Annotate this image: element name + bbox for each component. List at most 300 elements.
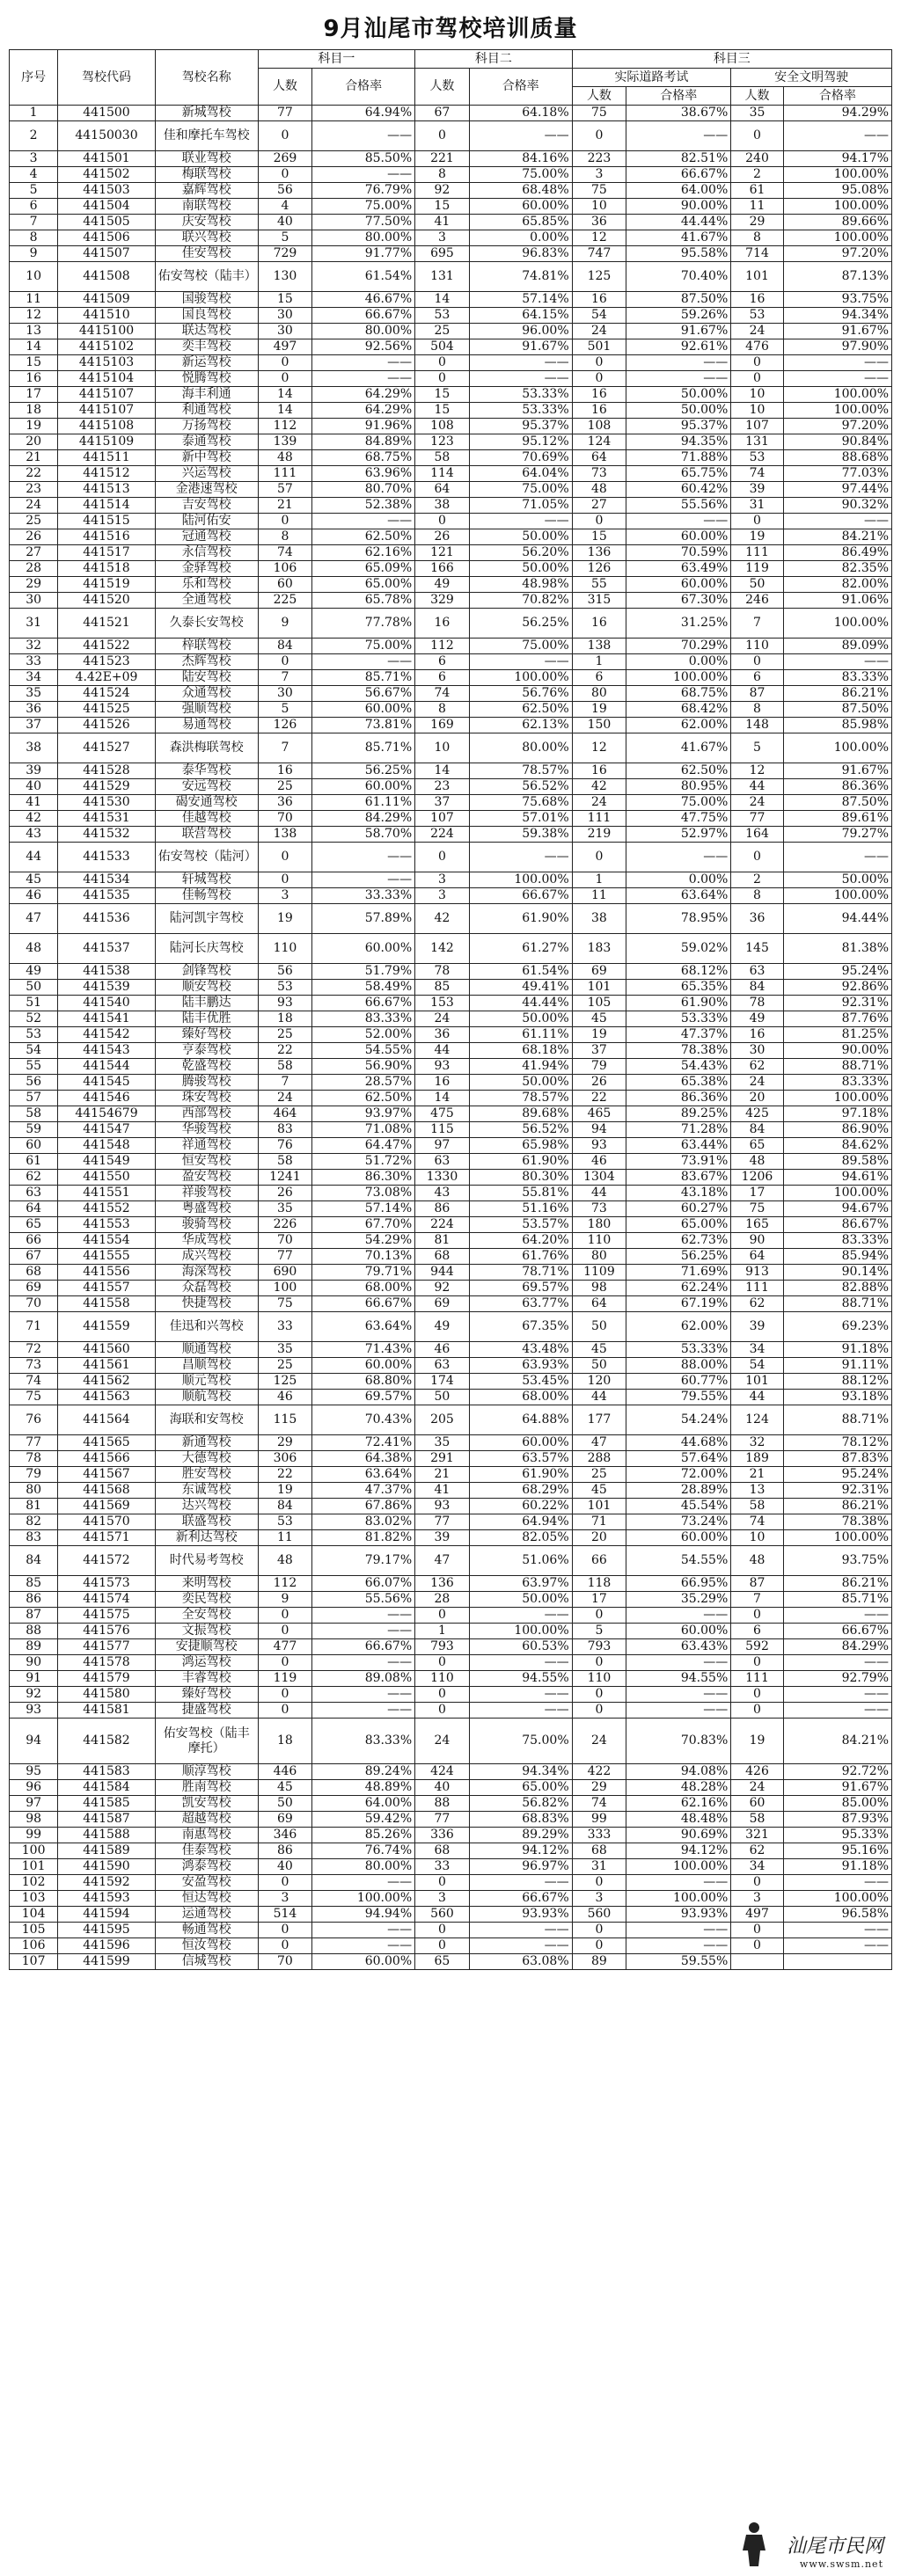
cell-code: 441582 <box>58 1719 156 1764</box>
cell-name: 奕民驾校 <box>155 1592 258 1608</box>
cell-code: 441553 <box>58 1217 156 1233</box>
cell-s1-count: 15 <box>258 292 312 308</box>
cell-road-count: 73 <box>572 466 626 482</box>
cell-safe-count: 164 <box>731 827 784 843</box>
cell-name: 信城驾校 <box>155 1954 258 1970</box>
cell-road-count: 36 <box>572 215 626 230</box>
cell-s2-count: 14 <box>415 292 470 308</box>
cell-road-count: 74 <box>572 1796 626 1812</box>
table-row <box>10 529 892 545</box>
cell-safe-rate: 86.90% <box>783 1122 891 1138</box>
cell-s1-count: 3 <box>258 888 312 904</box>
cell-road-count: 3 <box>572 1891 626 1907</box>
cell-s2-rate: 44.44% <box>469 996 572 1011</box>
cell-safe-count: 497 <box>731 1907 784 1923</box>
cell-road-count: 12 <box>572 733 626 763</box>
table-row <box>10 670 892 686</box>
cell-safe-rate: 94.29% <box>783 106 891 121</box>
cell-s1-count: 30 <box>258 324 312 339</box>
cell-s2-rate: 68.00% <box>469 1390 572 1405</box>
cell-safe-count: 62 <box>731 1843 784 1859</box>
cell-s2-count: 169 <box>415 718 470 733</box>
cell-s1-rate: —— <box>312 654 415 670</box>
cell-s1-count: 0 <box>258 1624 312 1639</box>
cell-s2-count: 10 <box>415 733 470 763</box>
cell-s1-rate: 75.00% <box>312 199 415 215</box>
table-row <box>10 1703 892 1719</box>
cell-s1-count: 306 <box>258 1451 312 1467</box>
cell-road-count: 47 <box>572 1435 626 1451</box>
cell-s1-rate: —— <box>312 1923 415 1938</box>
cell-name: 达兴驾校 <box>155 1499 258 1514</box>
table-row <box>10 1812 892 1828</box>
table-row <box>10 561 892 577</box>
cell-s1-count: 22 <box>258 1043 312 1059</box>
cell-road-count: 120 <box>572 1374 626 1390</box>
cell-road-rate: 90.69% <box>626 1828 731 1843</box>
cell-name: 永信驾校 <box>155 545 258 561</box>
cell-road-rate: 92.61% <box>626 339 731 355</box>
cell-road-count: 42 <box>572 779 626 795</box>
cell-road-count: 79 <box>572 1059 626 1075</box>
cell-safe-count: 3 <box>731 1891 784 1907</box>
cell-s2-count: 44 <box>415 1043 470 1059</box>
cell-road-count: 126 <box>572 561 626 577</box>
cell-s2-count: 221 <box>415 151 470 167</box>
cell-code: 441570 <box>58 1514 156 1530</box>
cell-s1-rate: 64.29% <box>312 403 415 419</box>
cell-name: 吉安驾校 <box>155 498 258 514</box>
cell-seq: 31 <box>10 609 58 639</box>
cell-s2-count: 16 <box>415 609 470 639</box>
cell-name: 森洪梅联驾校 <box>155 733 258 763</box>
cell-road-rate: 63.64% <box>626 888 731 904</box>
cell-code: 441507 <box>58 246 156 262</box>
cell-safe-count: 714 <box>731 246 784 262</box>
cell-code: 441578 <box>58 1655 156 1671</box>
cell-safe-rate: 91.67% <box>783 1780 891 1796</box>
cell-code: 441504 <box>58 199 156 215</box>
table-row <box>10 934 892 964</box>
cell-s1-count: 14 <box>258 387 312 403</box>
cell-seq: 85 <box>10 1576 58 1592</box>
cell-s2-rate: 61.76% <box>469 1249 572 1265</box>
cell-road-count: 136 <box>572 545 626 561</box>
cell-code: 4415103 <box>58 355 156 371</box>
cell-road-rate: 72.00% <box>626 1467 731 1483</box>
cell-safe-count <box>731 1954 784 1970</box>
cell-s1-count: 514 <box>258 1907 312 1923</box>
cell-safe-rate: 100.00% <box>783 1530 891 1546</box>
cell-s2-count: 136 <box>415 1576 470 1592</box>
cell-s2-count: 15 <box>415 199 470 215</box>
cell-safe-rate: —— <box>783 1938 891 1954</box>
cell-name: 佑安驾校（陆丰） <box>155 262 258 292</box>
cell-road-rate: —— <box>626 514 731 529</box>
cell-road-count: 0 <box>572 1703 626 1719</box>
cell-safe-count: 36 <box>731 904 784 934</box>
cell-s1-rate: 73.08% <box>312 1186 415 1201</box>
cell-s2-rate: 56.82% <box>469 1796 572 1812</box>
cell-name: 东诚驾校 <box>155 1483 258 1499</box>
cell-road-rate: 60.00% <box>626 1530 731 1546</box>
cell-s1-count: 119 <box>258 1671 312 1687</box>
cell-road-rate: 28.89% <box>626 1483 731 1499</box>
cell-safe-rate: 86.21% <box>783 1499 891 1514</box>
cell-s1-rate: 57.14% <box>312 1201 415 1217</box>
cell-safe-count: 62 <box>731 1059 784 1075</box>
cell-road-count: 111 <box>572 811 626 827</box>
cell-road-count: 1304 <box>572 1170 626 1186</box>
cell-s2-count: 23 <box>415 779 470 795</box>
cell-road-count: 560 <box>572 1907 626 1923</box>
cell-s1-rate: 76.74% <box>312 1843 415 1859</box>
cell-code: 441555 <box>58 1249 156 1265</box>
cell-s1-rate: —— <box>312 872 415 888</box>
cell-s2-rate: 64.18% <box>469 106 572 121</box>
table-row <box>10 1390 892 1405</box>
cell-seq: 51 <box>10 996 58 1011</box>
cell-s1-count: 111 <box>258 466 312 482</box>
cell-safe-count: 111 <box>731 1281 784 1296</box>
cell-safe-rate: 95.16% <box>783 1843 891 1859</box>
cell-safe-rate: 97.44% <box>783 482 891 498</box>
cell-name: 陆河长庆驾校 <box>155 934 258 964</box>
cell-seq: 1 <box>10 106 58 121</box>
cell-seq: 58 <box>10 1106 58 1122</box>
cell-s2-count: 69 <box>415 1296 470 1312</box>
cell-name: 南惠驾校 <box>155 1828 258 1843</box>
cell-s1-rate: 60.00% <box>312 702 415 718</box>
cell-road-rate: 60.00% <box>626 577 731 593</box>
cell-seq: 71 <box>10 1312 58 1342</box>
cell-road-rate: 60.77% <box>626 1374 731 1390</box>
cell-safe-rate: 87.13% <box>783 262 891 292</box>
cell-seq: 61 <box>10 1154 58 1170</box>
table-row <box>10 980 892 996</box>
cell-road-count: 183 <box>572 934 626 964</box>
cell-road-count: 64 <box>572 450 626 466</box>
cell-s1-count: 497 <box>258 339 312 355</box>
cell-s2-rate: 100.00% <box>469 1624 572 1639</box>
cell-road-count: 138 <box>572 639 626 654</box>
cell-code: 441542 <box>58 1027 156 1043</box>
table-row <box>10 904 892 934</box>
cell-s1-rate: 64.29% <box>312 387 415 403</box>
cell-s2-count: 0 <box>415 1703 470 1719</box>
cell-seq: 81 <box>10 1499 58 1514</box>
cell-seq: 8 <box>10 230 58 246</box>
cell-s2-rate: 63.77% <box>469 1296 572 1312</box>
cell-s2-count: 8 <box>415 167 470 183</box>
cell-name: 恒安驾校 <box>155 1154 258 1170</box>
cell-s1-count: 225 <box>258 593 312 609</box>
cell-road-rate: 65.00% <box>626 1217 731 1233</box>
cell-code: 441543 <box>58 1043 156 1059</box>
cell-s2-rate: 64.20% <box>469 1233 572 1249</box>
cell-s2-rate: —— <box>469 654 572 670</box>
cell-s2-rate: 56.52% <box>469 1122 572 1138</box>
cell-safe-rate: 90.84% <box>783 434 891 450</box>
cell-s1-count: 4 <box>258 199 312 215</box>
table-row <box>10 106 892 121</box>
cell-s2-count: 40 <box>415 1780 470 1796</box>
cell-s2-count: 36 <box>415 1027 470 1043</box>
cell-safe-rate: 84.29% <box>783 1639 891 1655</box>
cell-name: 安捷顺驾校 <box>155 1639 258 1655</box>
cell-seq: 10 <box>10 262 58 292</box>
header-s2-rate: 合格率 <box>469 69 572 106</box>
cell-s2-count: 0 <box>415 1655 470 1671</box>
cell-name: 祥通驾校 <box>155 1138 258 1154</box>
cell-s1-rate: 58.70% <box>312 827 415 843</box>
cell-safe-count: 34 <box>731 1342 784 1358</box>
table-row <box>10 1281 892 1296</box>
cell-code: 441508 <box>58 262 156 292</box>
cell-seq: 3 <box>10 151 58 167</box>
cell-code: 441538 <box>58 964 156 980</box>
table-row <box>10 355 892 371</box>
cell-safe-count: 0 <box>731 1923 784 1938</box>
cell-safe-rate: 77.03% <box>783 466 891 482</box>
cell-code: 441566 <box>58 1451 156 1467</box>
cell-s2-rate: 61.54% <box>469 964 572 980</box>
cell-road-count: 0 <box>572 1875 626 1891</box>
cell-s1-rate: 70.43% <box>312 1405 415 1435</box>
cell-seq: 17 <box>10 387 58 403</box>
table-row <box>10 1719 892 1764</box>
cell-code: 441559 <box>58 1312 156 1342</box>
cell-s1-rate: —— <box>312 1687 415 1703</box>
cell-road-count: 0 <box>572 1608 626 1624</box>
cell-s2-rate: 74.81% <box>469 262 572 292</box>
cell-s1-count: 0 <box>258 843 312 872</box>
cell-safe-count: 119 <box>731 561 784 577</box>
cell-road-count: 55 <box>572 577 626 593</box>
cell-seq: 97 <box>10 1796 58 1812</box>
cell-safe-rate: 93.75% <box>783 1546 891 1576</box>
table-header <box>10 50 892 106</box>
header-road: 实际道路考试 <box>572 69 731 87</box>
cell-s2-rate: —— <box>469 1655 572 1671</box>
watermark-url: www.swsm.net <box>799 2558 883 2570</box>
cell-s1-count: 11 <box>258 1530 312 1546</box>
cell-seq: 90 <box>10 1655 58 1671</box>
cell-safe-count: 110 <box>731 639 784 654</box>
table-row <box>10 1217 892 1233</box>
cell-safe-rate: 100.00% <box>783 733 891 763</box>
cell-road-count: 38 <box>572 904 626 934</box>
cell-s2-rate: 66.67% <box>469 888 572 904</box>
cell-safe-count: 0 <box>731 371 784 387</box>
cell-road-rate: 59.26% <box>626 308 731 324</box>
cell-code: 441590 <box>58 1859 156 1875</box>
cell-s1-rate: 80.00% <box>312 1859 415 1875</box>
cell-s1-rate: 77.78% <box>312 609 415 639</box>
cell-s2-count: 166 <box>415 561 470 577</box>
cell-name: 胜安驾校 <box>155 1467 258 1483</box>
cell-safe-count: 0 <box>731 1655 784 1671</box>
cell-name: 佳和摩托车驾校 <box>155 121 258 151</box>
cell-road-rate: 45.54% <box>626 1499 731 1514</box>
cell-safe-count: 592 <box>731 1639 784 1655</box>
cell-safe-count: 913 <box>731 1265 784 1281</box>
cell-s2-rate: 56.52% <box>469 779 572 795</box>
cell-road-rate: —— <box>626 1938 731 1954</box>
table-row <box>10 1764 892 1780</box>
cell-s1-count: 19 <box>258 1483 312 1499</box>
cell-road-count: 110 <box>572 1233 626 1249</box>
cell-s2-count: 97 <box>415 1138 470 1154</box>
cell-name: 新通驾校 <box>155 1435 258 1451</box>
cell-safe-count: 60 <box>731 1796 784 1812</box>
cell-road-count: 177 <box>572 1405 626 1435</box>
cell-road-count: 54 <box>572 308 626 324</box>
cell-s2-count: 77 <box>415 1812 470 1828</box>
watermark-logo <box>787 2531 883 2570</box>
cell-safe-count: 426 <box>731 1764 784 1780</box>
person-silhouette-icon <box>739 2521 769 2566</box>
cell-name: 乾盛驾校 <box>155 1059 258 1075</box>
cell-safe-rate: 85.98% <box>783 718 891 733</box>
cell-s2-count: 107 <box>415 811 470 827</box>
cell-safe-rate: 88.71% <box>783 1059 891 1075</box>
cell-code: 441557 <box>58 1281 156 1296</box>
table-row <box>10 1907 892 1923</box>
cell-seq: 80 <box>10 1483 58 1499</box>
cell-s2-count: 28 <box>415 1592 470 1608</box>
cell-seq: 75 <box>10 1390 58 1405</box>
cell-safe-count: 30 <box>731 1043 784 1059</box>
cell-seq: 77 <box>10 1435 58 1451</box>
cell-seq: 11 <box>10 292 58 308</box>
cell-s1-rate: 94.94% <box>312 1907 415 1923</box>
cell-s1-count: 8 <box>258 529 312 545</box>
watermark-text: 汕尾市民网 <box>786 2536 883 2558</box>
cell-road-count: 315 <box>572 593 626 609</box>
cell-s1-rate: 91.77% <box>312 246 415 262</box>
cell-road-rate: 41.67% <box>626 230 731 246</box>
cell-s2-count: 8 <box>415 702 470 718</box>
cell-s1-rate: 86.30% <box>312 1170 415 1186</box>
cell-road-rate: 0.00% <box>626 872 731 888</box>
cell-code: 441558 <box>58 1296 156 1312</box>
cell-s2-count: 131 <box>415 262 470 292</box>
cell-s1-rate: 80.00% <box>312 230 415 246</box>
cell-seq: 56 <box>10 1075 58 1091</box>
table-row <box>10 577 892 593</box>
cell-safe-rate: 100.00% <box>783 609 891 639</box>
cell-road-rate: 55.56% <box>626 498 731 514</box>
table-row <box>10 686 892 702</box>
cell-s2-rate: 61.90% <box>469 904 572 934</box>
cell-s2-rate: 78.57% <box>469 763 572 779</box>
cell-safe-rate: 50.00% <box>783 872 891 888</box>
cell-s1-count: 19 <box>258 904 312 934</box>
header-safe-rate: 合格率 <box>783 87 891 106</box>
header-road-count: 人数 <box>572 87 626 106</box>
cell-safe-rate: 100.00% <box>783 387 891 403</box>
cell-code: 4415100 <box>58 324 156 339</box>
cell-s2-count: 475 <box>415 1106 470 1122</box>
table-row <box>10 1075 892 1091</box>
cell-s2-count: 47 <box>415 1546 470 1576</box>
table-row <box>10 1405 892 1435</box>
cell-seq: 72 <box>10 1342 58 1358</box>
cell-s2-count: 15 <box>415 403 470 419</box>
cell-road-count: 69 <box>572 964 626 980</box>
cell-s2-rate: —— <box>469 843 572 872</box>
cell-s1-count: 0 <box>258 1687 312 1703</box>
cell-safe-rate: 92.72% <box>783 1764 891 1780</box>
cell-road-count: 110 <box>572 1671 626 1687</box>
cell-s1-count: 0 <box>258 1655 312 1671</box>
cell-name: 新中驾校 <box>155 450 258 466</box>
cell-code: 441548 <box>58 1138 156 1154</box>
page-title: 9月汕尾市驾校培训质量 <box>323 16 578 42</box>
cell-road-count: 25 <box>572 1467 626 1483</box>
cell-safe-count: 6 <box>731 670 784 686</box>
cell-safe-rate: 86.49% <box>783 545 891 561</box>
cell-name: 海深驾校 <box>155 1265 258 1281</box>
cell-road-rate: —— <box>626 371 731 387</box>
cell-name: 凯安驾校 <box>155 1796 258 1812</box>
table-row <box>10 1671 892 1687</box>
cell-name: 丰睿驾校 <box>155 1671 258 1687</box>
cell-s1-count: 14 <box>258 403 312 419</box>
cell-s1-count: 48 <box>258 450 312 466</box>
cell-safe-rate: —— <box>783 654 891 670</box>
cell-s1-count: 115 <box>258 1405 312 1435</box>
cell-name: 陆河佑安 <box>155 514 258 529</box>
cell-seq: 35 <box>10 686 58 702</box>
cell-safe-count: 50 <box>731 577 784 593</box>
cell-safe-count: 0 <box>731 1608 784 1624</box>
table-row <box>10 167 892 183</box>
cell-safe-rate: 87.76% <box>783 1011 891 1027</box>
cell-safe-rate: 82.00% <box>783 577 891 593</box>
cell-name: 鸿泰驾校 <box>155 1859 258 1875</box>
cell-safe-count: 0 <box>731 654 784 670</box>
cell-safe-count: 54 <box>731 1358 784 1374</box>
cell-code: 441502 <box>58 167 156 183</box>
cell-s2-rate: —— <box>469 121 572 151</box>
cell-s2-rate: 56.76% <box>469 686 572 702</box>
cell-road-rate: 62.73% <box>626 1233 731 1249</box>
cell-code: 4.42E+09 <box>58 670 156 686</box>
cell-code: 441531 <box>58 811 156 827</box>
cell-road-rate: 64.00% <box>626 183 731 199</box>
cell-name: 粤盛驾校 <box>155 1201 258 1217</box>
cell-s1-rate: 67.86% <box>312 1499 415 1514</box>
cell-safe-rate: 95.24% <box>783 964 891 980</box>
cell-name: 梓联驾校 <box>155 639 258 654</box>
cell-seq: 64 <box>10 1201 58 1217</box>
cell-s1-rate: 33.33% <box>312 888 415 904</box>
cell-road-rate: 86.36% <box>626 1091 731 1106</box>
cell-safe-count: 111 <box>731 1671 784 1687</box>
cell-s1-rate: 52.38% <box>312 498 415 514</box>
cell-code: 441526 <box>58 718 156 733</box>
cell-seq: 23 <box>10 482 58 498</box>
cell-road-rate: —— <box>626 843 731 872</box>
cell-safe-count: 39 <box>731 482 784 498</box>
cell-seq: 63 <box>10 1186 58 1201</box>
cell-road-count: 26 <box>572 1075 626 1091</box>
cell-road-rate: —— <box>626 1655 731 1671</box>
cell-s2-count: 25 <box>415 324 470 339</box>
cell-safe-count: 65 <box>731 1138 784 1154</box>
